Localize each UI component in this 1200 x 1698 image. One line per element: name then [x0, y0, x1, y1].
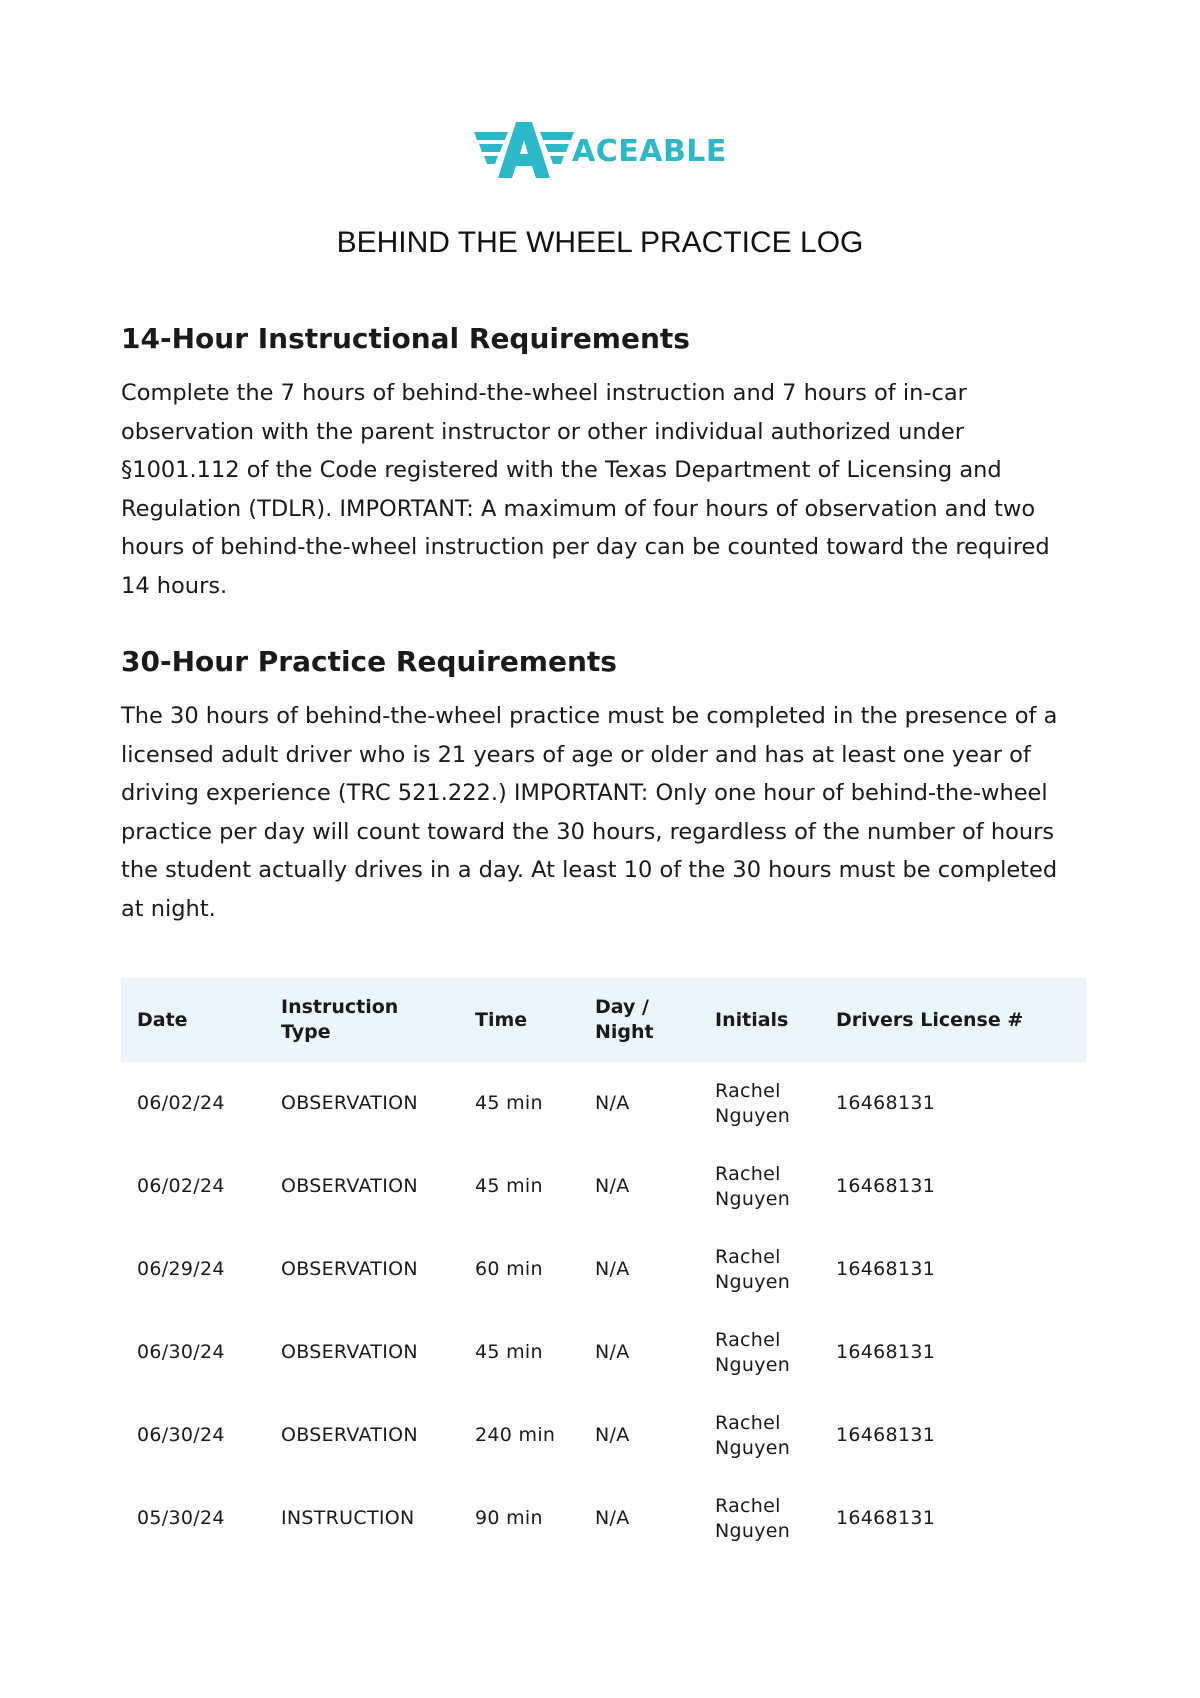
header-drivers-license: Drivers License #	[820, 978, 1086, 1062]
cell-day-night: N/A	[595, 1258, 630, 1280]
aceable-winged-a-icon	[474, 120, 574, 180]
cell-day-night: N/A	[595, 1092, 630, 1114]
table-header-row	[121, 978, 1086, 1062]
section-body-30-hour: The 30 hours of behind-the-wheel practice must be completed in the presence of a licensed adult driver who is 21 years of age or older and has at least one year of driving experience (TRC 521.222.) IMPORTANT: Only one hour of behind-the-wheel practice per day will count toward the 30 hours, regardless of the number of hours the student actually drives in a day. At least 10 of the 30 hours must be completed at night.	[121, 703, 1058, 922]
section-heading-14-hour: 14-Hour Instructional Requirements	[121, 322, 690, 355]
initials-first: Rachel	[715, 1328, 781, 1351]
cell-day-night: N/A	[595, 1175, 630, 1197]
cell-time: 90 min	[475, 1507, 543, 1529]
initials-last: Nguyen	[715, 1436, 791, 1459]
initials-last: Nguyen	[715, 1519, 791, 1542]
practice-log-table	[121, 978, 1086, 1560]
logo-wordmark: ACEABLE	[572, 133, 727, 169]
header-instruction-type	[265, 978, 459, 1062]
cell-license: 16468131	[836, 1341, 936, 1363]
page-title: BEHIND THE WHEEL PRACTICE LOG	[336, 226, 864, 259]
header-type-line2: Type	[281, 1021, 331, 1043]
cell-date: 06/30/24	[137, 1341, 225, 1363]
cell-type: OBSERVATION	[281, 1258, 418, 1280]
header-daynight-line1: Day /	[595, 996, 649, 1018]
cell-date: 06/02/24	[137, 1175, 225, 1197]
cell-day-night: N/A	[595, 1424, 630, 1446]
table-row	[121, 1311, 1086, 1394]
cell-initials	[699, 1311, 820, 1394]
aceable-logo	[474, 118, 734, 182]
header-date: Date	[121, 978, 265, 1062]
header-daynight-line2: Night	[595, 1021, 654, 1043]
cell-initials	[699, 1477, 820, 1560]
initials-first: Rachel	[715, 1494, 781, 1517]
initials-first: Rachel	[715, 1079, 781, 1102]
cell-time: 45 min	[475, 1341, 543, 1363]
section-body-14-hour: Complete the 7 hours of behind-the-wheel instruction and 7 hours of in-car observation with the parent instructor or other individual authorized under §1001.112 of the Code registered with the Texas Department of Licensing and Regulation (TDLR). IMPORTANT: A maximum of four hours of observation and two hours of behind-the-wheel instruction per day can be counted toward the required 14 hours.	[121, 380, 1050, 599]
cell-license: 16468131	[836, 1424, 936, 1446]
initials-last: Nguyen	[715, 1353, 791, 1376]
initials-last: Nguyen	[715, 1187, 791, 1210]
section-heading-30-hour: 30-Hour Practice Requirements	[121, 645, 617, 678]
cell-license: 16468131	[836, 1507, 936, 1529]
table-row	[121, 1145, 1086, 1228]
header-time: Time	[459, 978, 579, 1062]
initials-last: Nguyen	[715, 1270, 791, 1293]
cell-date: 06/29/24	[137, 1258, 225, 1280]
cell-date: 05/30/24	[137, 1507, 225, 1529]
cell-initials	[699, 1062, 820, 1145]
cell-day-night: N/A	[595, 1507, 630, 1529]
table-row	[121, 1394, 1086, 1477]
cell-initials	[699, 1394, 820, 1477]
initials-first: Rachel	[715, 1245, 781, 1268]
cell-time: 240 min	[475, 1424, 556, 1446]
header-day-night	[579, 978, 699, 1062]
cell-time: 60 min	[475, 1258, 543, 1280]
cell-type: OBSERVATION	[281, 1341, 418, 1363]
cell-type: OBSERVATION	[281, 1424, 418, 1446]
cell-date: 06/30/24	[137, 1424, 225, 1446]
table-row	[121, 1228, 1086, 1311]
header-type-line1: Instruction	[281, 996, 399, 1018]
cell-license: 16468131	[836, 1092, 936, 1114]
cell-license: 16468131	[836, 1175, 936, 1197]
header-initials: Initials	[699, 978, 820, 1062]
cell-time: 45 min	[475, 1092, 543, 1114]
cell-time: 45 min	[475, 1175, 543, 1197]
initials-first: Rachel	[715, 1162, 781, 1185]
cell-day-night: N/A	[595, 1341, 630, 1363]
cell-initials	[699, 1228, 820, 1311]
cell-initials	[699, 1145, 820, 1228]
cell-date: 06/02/24	[137, 1092, 225, 1114]
initials-last: Nguyen	[715, 1104, 791, 1127]
table-row	[121, 1477, 1086, 1560]
cell-type: OBSERVATION	[281, 1092, 418, 1114]
cell-license: 16468131	[836, 1258, 936, 1280]
initials-first: Rachel	[715, 1411, 781, 1434]
table-row	[121, 1062, 1086, 1145]
cell-type: INSTRUCTION	[281, 1507, 415, 1529]
cell-type: OBSERVATION	[281, 1175, 418, 1197]
